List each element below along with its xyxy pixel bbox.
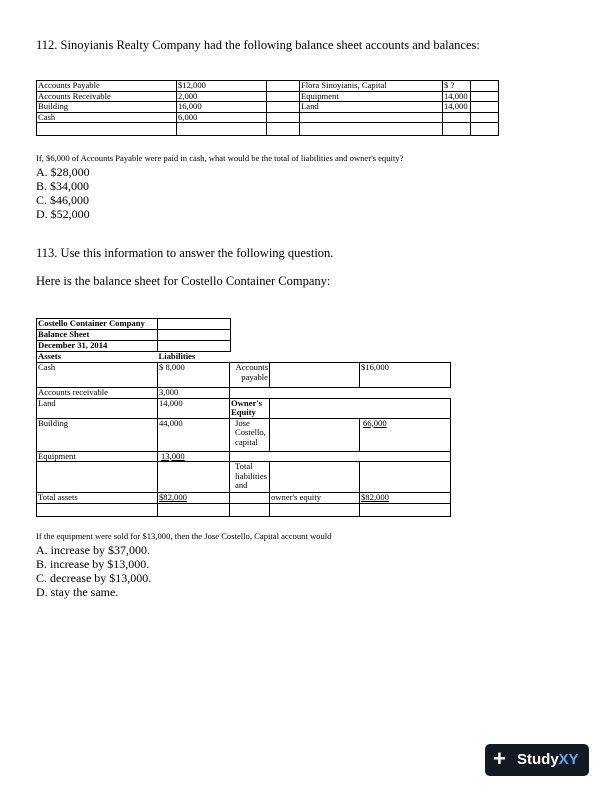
table-cell: Land	[300, 102, 443, 113]
q112-option-d[interactable]: D. $52,000	[36, 207, 90, 221]
bs-oe-label: Owner's Equity	[230, 398, 270, 418]
bs-cash-label: Cash	[37, 363, 158, 388]
q112-heading: 112. Sinoyianis Realty Company had the following balance sheet accounts and balances:	[36, 38, 480, 52]
table-cell: $12,000	[177, 81, 267, 92]
q112-question: If, $6,000 of Accounts Payable were paid in cash, what would be the total of liabilities and owner's equity?	[36, 153, 404, 163]
bs-ar-label: Accounts receivable	[37, 388, 158, 399]
q113-option-c[interactable]: C. decrease by $13,000.	[36, 571, 152, 585]
table-row	[37, 102, 499, 113]
bs-main-table	[36, 362, 451, 517]
bs-total-liab-value: $82,000	[361, 492, 389, 502]
bs-owners-equity-label: owner's equity	[270, 493, 360, 504]
plus-icon: +	[493, 746, 506, 771]
table-cell	[471, 81, 499, 92]
table-cell: Flora Sinoyianis, Capital	[300, 81, 443, 92]
bs-total-assets-value: $82,000	[159, 492, 187, 502]
q113-heading: 113. Use this information to answer the following question.	[36, 246, 334, 260]
table-cell	[267, 112, 300, 123]
table-cell	[37, 123, 177, 136]
table-row	[37, 81, 499, 92]
table-cell: Equipment	[300, 91, 443, 102]
table-cell	[267, 81, 300, 92]
table-cell	[443, 123, 471, 136]
q112-accounts-table	[36, 80, 499, 136]
bs-header-table	[36, 318, 231, 363]
table-cell: 16,000	[177, 102, 267, 113]
table-cell	[300, 123, 443, 136]
table-cell	[267, 123, 300, 136]
table-cell	[300, 112, 443, 123]
bs-total-liab-label: Total liabilities and	[230, 462, 270, 493]
table-cell	[267, 102, 300, 113]
bs-capital-value: 66,000	[363, 418, 387, 428]
q112-options	[36, 165, 90, 221]
q112-option-b[interactable]: B. $34,000	[36, 179, 90, 193]
q112-option-c[interactable]: C. $46,000	[36, 193, 90, 207]
bs-company-name: Costello Container Company	[37, 319, 158, 330]
bs-capital-label: Jose Costello, capital	[230, 418, 270, 451]
bs-liabilities-label: Liabilities	[158, 351, 196, 361]
bs-land-label: Land	[37, 398, 158, 418]
bs-building-value: 44,000	[158, 418, 230, 451]
bs-cash-value: $ 8,000	[158, 363, 230, 388]
bs-equipment-value: 13,000	[161, 451, 185, 461]
bs-total-assets-label: Total assets	[37, 493, 158, 504]
q113-option-a[interactable]: A. increase by $37,000.	[36, 543, 150, 557]
table-cell: Accounts Receivable	[37, 91, 177, 102]
table-cell: 14,000	[443, 91, 471, 102]
bs-equipment-label: Equipment	[37, 451, 158, 462]
bs-ap-value: $16,000	[360, 363, 451, 388]
table-cell	[471, 102, 499, 113]
table-cell: Accounts Payable	[37, 81, 177, 92]
q113-intro: Here is the balance sheet for Costello Container Company:	[36, 274, 331, 288]
table-cell: 6,000	[177, 112, 267, 123]
bs-assets-label: Assets	[37, 352, 158, 363]
bs-ar-value: 3,000	[158, 388, 230, 399]
table-cell	[471, 112, 499, 123]
table-cell: Cash	[37, 112, 177, 123]
table-cell: Building	[37, 102, 177, 113]
table-row	[37, 91, 499, 102]
studyxy-badge[interactable]	[485, 744, 589, 776]
bs-title: Balance Sheet	[37, 330, 158, 341]
bs-date: December 31, 2014	[37, 341, 158, 352]
table-cell	[471, 91, 499, 102]
q112-option-a[interactable]: A. $28,000	[36, 165, 90, 179]
q113-options	[36, 543, 151, 599]
table-cell: $ ?	[443, 81, 471, 92]
table-cell	[177, 123, 267, 136]
table-cell: 2,000	[177, 91, 267, 102]
table-cell: 14,000	[443, 102, 471, 113]
bs-building-label: Building	[37, 418, 158, 451]
table-row	[37, 112, 499, 123]
q113-option-b[interactable]: B. increase by $13,000.	[36, 557, 150, 571]
table-cell	[443, 112, 471, 123]
q113-option-d[interactable]: D. stay the same.	[36, 585, 119, 599]
table-cell	[267, 91, 300, 102]
table-row	[37, 123, 499, 136]
bs-land-value: 14,000	[158, 398, 230, 418]
table-cell	[471, 123, 499, 136]
bs-ap-label: Accounts payable	[230, 363, 270, 388]
q113-question: If the equipment were sold for $13,000, then the Jose Costello, Capital account would	[36, 531, 332, 541]
brand-name: StudyXY	[517, 751, 579, 768]
